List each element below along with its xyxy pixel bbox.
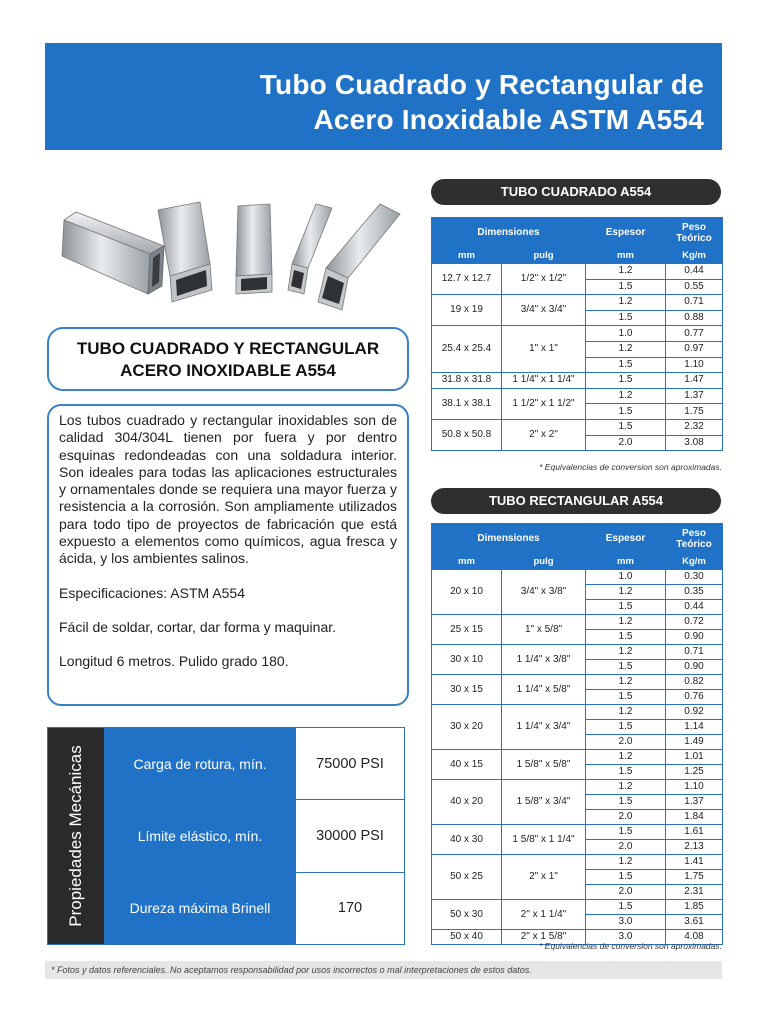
description-length: Longitud 6 metros. Pulido grado 180. (59, 653, 289, 670)
unit-pulg: pulg (502, 554, 586, 570)
mech-label: Dureza máxima Brinell (105, 872, 296, 944)
unit-espesor: mm (586, 248, 666, 264)
cell-peso: 1.75 (666, 870, 723, 885)
cell-espesor: 2.0 (586, 735, 666, 750)
cell-espesor: 1.5 (586, 795, 666, 810)
cell-mm: 12.7 x 12.7 (432, 264, 502, 295)
cell-peso: 1.61 (666, 825, 723, 840)
table-header-row (432, 524, 723, 554)
cell-pulg: 1 1/4" x 3/4" (502, 705, 586, 750)
mechanical-properties-table (47, 727, 405, 945)
cell-espesor: 1.5 (586, 419, 666, 435)
product-title-line2: ACERO INOXIDABLE A554 (120, 361, 336, 380)
page-title-line2: Acero Inoxidable ASTM A554 (313, 104, 704, 135)
square-note: * Equivalencias de conversion son aproximadas. (539, 462, 722, 472)
cell-peso: 1.47 (666, 373, 723, 389)
tube-1 (62, 212, 164, 294)
cell-mm: 50 x 30 (432, 900, 502, 930)
description-body: Los tubos cuadrado y rectangular inoxidables son de calidad 304/304L tienen por fuera y por dentro esquinas redondeadas con una soldadura interior. Son ideales para todas las aplicaciones estructurales y ornamentales donde se requiera una mayor fuerza y resistencia a la corrosión. Son ampliamente utilizados para todo tipo de proyectos de fabricación que está expuesto a elementos como químicos, agua fresca y ácida, y los ambientes salinos. (59, 412, 397, 567)
cell-peso: 1.37 (666, 388, 723, 404)
cell-espesor: 1.2 (586, 750, 666, 765)
cell-pulg: 2" x 1 5/8" (502, 930, 586, 945)
square-tube-table (431, 217, 723, 451)
cell-mm: 25 x 15 (432, 615, 502, 645)
cell-peso: 1.85 (666, 900, 723, 915)
cell-peso: 0.35 (666, 585, 723, 600)
cell-mm: 30 x 10 (432, 645, 502, 675)
unit-espesor: mm (586, 554, 666, 570)
table-row (432, 264, 723, 280)
cell-espesor: 3.0 (586, 915, 666, 930)
cell-peso: 1.75 (666, 404, 723, 420)
cell-pulg: 1/2" x 1/2" (502, 264, 586, 295)
unit-mm: mm (432, 248, 502, 264)
header-dimensiones: Dimensiones (432, 524, 586, 554)
product-title-line1: TUBO CUADRADO Y RECTANGULAR (76, 339, 380, 358)
cell-peso: 0.30 (666, 570, 723, 585)
table-row (432, 570, 723, 585)
cell-peso: 0.77 (666, 326, 723, 342)
mech-label: Límite elástico, mín. (105, 800, 296, 872)
mech-value: 30000 PSI (296, 800, 405, 872)
header-peso-line1: Peso (682, 527, 706, 539)
cell-pulg: 1 1/4" x 3/8" (502, 645, 586, 675)
description-specs: Especificaciones: ASTM A554 (59, 584, 245, 601)
cell-peso: 2.13 (666, 840, 723, 855)
description-box (47, 404, 409, 706)
cell-peso: 0.55 (666, 279, 723, 295)
cell-espesor: 1.2 (586, 341, 666, 357)
cell-espesor: 1.5 (586, 765, 666, 780)
square-section-title: TUBO CUADRADO A554 (431, 179, 721, 205)
cell-peso: 1.25 (666, 765, 723, 780)
cell-espesor: 1.2 (586, 264, 666, 280)
tube-5 (318, 204, 400, 310)
cell-pulg: 1 1/2" x 1 1/2" (502, 388, 586, 419)
description-easy: Fácil de soldar, cortar, dar forma y maquinar. (59, 618, 337, 635)
cell-peso: 4.08 (666, 930, 723, 945)
cell-mm: 30 x 20 (432, 705, 502, 750)
cell-peso: 0.72 (666, 615, 723, 630)
cell-espesor: 1.5 (586, 720, 666, 735)
cell-espesor: 1.5 (586, 660, 666, 675)
tube-3 (236, 204, 272, 294)
cell-espesor: 2.0 (586, 885, 666, 900)
cell-espesor: 1.5 (586, 870, 666, 885)
cell-peso: 0.90 (666, 630, 723, 645)
mech-value: 170 (296, 872, 405, 944)
unit-mm: mm (432, 554, 502, 570)
table-row (432, 419, 723, 435)
table-units-row (432, 248, 723, 264)
unit-pulg: pulg (502, 248, 586, 264)
table-row (432, 645, 723, 660)
cell-pulg: 3/4" x 3/8" (502, 570, 586, 615)
header-peso (666, 524, 723, 554)
cell-espesor: 1.2 (586, 780, 666, 795)
cell-peso: 0.88 (666, 310, 723, 326)
cell-espesor: 1.2 (586, 585, 666, 600)
page-header (45, 43, 722, 150)
cell-peso: 0.97 (666, 341, 723, 357)
cell-espesor: 3.0 (586, 930, 666, 945)
unit-peso: Kg/m (666, 554, 723, 570)
cell-espesor: 2.0 (586, 435, 666, 451)
cell-peso: 2.31 (666, 885, 723, 900)
cell-pulg: 1 5/8" x 5/8" (502, 750, 586, 780)
cell-espesor: 2.0 (586, 810, 666, 825)
cell-espesor: 1.2 (586, 295, 666, 311)
table-row (432, 388, 723, 404)
unit-peso: Kg/m (666, 248, 723, 264)
cell-peso: 1.10 (666, 780, 723, 795)
cell-peso: 0.92 (666, 705, 723, 720)
cell-peso: 1.14 (666, 720, 723, 735)
cell-espesor: 1.2 (586, 388, 666, 404)
cell-espesor: 1.5 (586, 825, 666, 840)
mech-value: 75000 PSI (296, 728, 405, 800)
cell-peso: 1.10 (666, 357, 723, 373)
mech-side-label-cell (48, 728, 105, 945)
cell-peso: 0.71 (666, 645, 723, 660)
header-dimensiones: Dimensiones (432, 218, 586, 248)
cell-pulg: 3/4" x 3/4" (502, 295, 586, 326)
cell-espesor: 1.5 (586, 373, 666, 389)
cell-pulg: 1 5/8" x 3/4" (502, 780, 586, 825)
cell-pulg: 1 1/4" x 5/8" (502, 675, 586, 705)
header-peso (666, 218, 723, 248)
cell-mm: 25.4 x 25.4 (432, 326, 502, 373)
rect-section-title: TUBO RECTANGULAR A554 (431, 488, 721, 514)
cell-mm: 50 x 40 (432, 930, 502, 945)
cell-peso: 0.44 (666, 264, 723, 280)
table-row (432, 780, 723, 795)
mech-row (48, 728, 405, 800)
cell-mm: 50.8 x 50.8 (432, 419, 502, 450)
header-peso-line2: Teórico (676, 538, 712, 550)
table-row (432, 373, 723, 389)
page-title-line1: Tubo Cuadrado y Rectangular de (259, 69, 704, 100)
cell-peso: 0.82 (666, 675, 723, 690)
table-row (432, 900, 723, 915)
header-espesor: Espesor (586, 524, 666, 554)
cell-peso: 3.61 (666, 915, 723, 930)
product-title-box (47, 327, 409, 391)
cell-espesor: 1.5 (586, 630, 666, 645)
cell-espesor: 1.5 (586, 279, 666, 295)
cell-pulg: 2" x 2" (502, 419, 586, 450)
cell-pulg: 1 1/4" x 1 1/4" (502, 373, 586, 389)
table-row (432, 705, 723, 720)
cell-peso: 1.37 (666, 795, 723, 810)
table-row (432, 855, 723, 870)
cell-mm: 38.1 x 38.1 (432, 388, 502, 419)
cell-espesor: 1.0 (586, 326, 666, 342)
table-header-row (432, 218, 723, 248)
header-peso-line2: Teórico (676, 232, 712, 244)
cell-peso: 3.08 (666, 435, 723, 451)
product-photo (60, 198, 405, 318)
cell-pulg: 2" x 1" (502, 855, 586, 900)
cell-pulg: 2" x 1 1/4" (502, 900, 586, 930)
cell-mm: 50 x 25 (432, 855, 502, 900)
cell-mm: 40 x 15 (432, 750, 502, 780)
cell-espesor: 1.5 (586, 690, 666, 705)
mech-side-label: Propiedades Mecánicas (66, 745, 85, 927)
cell-peso: 0.44 (666, 600, 723, 615)
cell-pulg: 1" x 5/8" (502, 615, 586, 645)
cell-espesor: 1.5 (586, 357, 666, 373)
table-row (432, 326, 723, 342)
cell-espesor: 1.5 (586, 310, 666, 326)
cell-mm: 20 x 10 (432, 570, 502, 615)
table-row (432, 750, 723, 765)
footer-disclaimer: * Fotos y datos referenciales. No aceptamos responsabilidad por usos incorrectos o mal interpretaciones de estos datos. (45, 961, 722, 979)
table-row (432, 295, 723, 311)
cell-espesor: 2.0 (586, 840, 666, 855)
cell-peso: 2.32 (666, 419, 723, 435)
cell-espesor: 1.2 (586, 855, 666, 870)
cell-peso: 1.01 (666, 750, 723, 765)
cell-espesor: 1.2 (586, 675, 666, 690)
cell-pulg: 1" x 1" (502, 326, 586, 373)
table-row (432, 675, 723, 690)
table-row (432, 825, 723, 840)
cell-espesor: 1.2 (586, 705, 666, 720)
cell-mm: 40 x 30 (432, 825, 502, 855)
table-row (432, 615, 723, 630)
cell-peso: 1.49 (666, 735, 723, 750)
header-peso-line1: Peso (682, 221, 706, 233)
header-espesor: Espesor (586, 218, 666, 248)
cell-mm: 40 x 20 (432, 780, 502, 825)
mech-label: Carga de rotura, mín. (105, 728, 296, 800)
cell-espesor: 1.5 (586, 404, 666, 420)
cell-peso: 0.76 (666, 690, 723, 705)
tube-2 (158, 202, 212, 302)
cell-espesor: 1.0 (586, 570, 666, 585)
cell-peso: 0.90 (666, 660, 723, 675)
rect-note: * Equivalencias de conversion son aproximadas. (539, 941, 722, 951)
cell-mm: 19 x 19 (432, 295, 502, 326)
cell-espesor: 1.5 (586, 900, 666, 915)
cell-mm: 30 x 15 (432, 675, 502, 705)
cell-espesor: 1.5 (586, 600, 666, 615)
table-units-row (432, 554, 723, 570)
cell-peso: 0.71 (666, 295, 723, 311)
cell-pulg: 1 5/8" x 1 1/4" (502, 825, 586, 855)
cell-mm: 31.8 x 31.8 (432, 373, 502, 389)
rect-tube-table (431, 523, 723, 945)
cell-espesor: 1.2 (586, 615, 666, 630)
cell-peso: 1.84 (666, 810, 723, 825)
cell-peso: 1.41 (666, 855, 723, 870)
cell-espesor: 1.2 (586, 645, 666, 660)
